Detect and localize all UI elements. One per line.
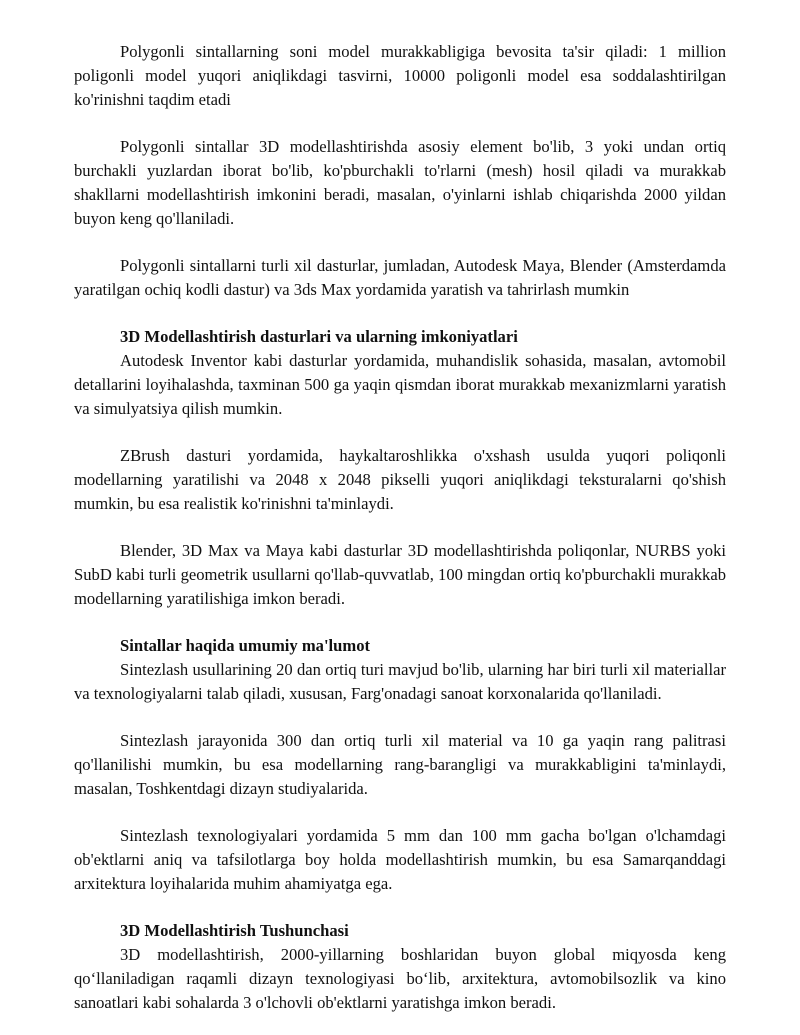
section-heading-synthesis: Sintallar haqida umumiy ma'lumot: [120, 636, 371, 655]
software-paragraph-3: Blender, 3D Max va Maya kabi dasturlar 3D modellashtirishda poliqonlar, NURBS yoki SubD kabi turli geometrik usullarni qo'llab-quvvatlab, 100 mingdan ortiq ko'pburchakli murakkab modellarning yaratilishiga imkon beradi.: [74, 541, 726, 608]
section-heading-concept: 3D Modellashtirish Tushunchasi: [120, 921, 349, 940]
synthesis-paragraph-3: Sintezlash texnologiyalari yordamida 5 mm dan 100 mm gacha bo'lgan o'lchamdagi ob'ektlarni aniq va tafsilotlarga boy holda modellashtirish mumkin, bu esa Samarqanddagi arxitektura loyihalarida muhim ahamiyatga ega.: [74, 826, 726, 893]
synthesis-paragraph-1: Sintezlash usullarining 20 dan ortiq turi mavjud bo'lib, ularning har biri turli xil materiallar va texnologiyalarni talab qiladi, xususan, Farg'onadagi sanoat korxonalarida qo'llaniladi.: [74, 660, 726, 703]
software-paragraph-2: ZBrush dasturi yordamida, haykaltaroshlikka o'xshash usulda yuqori poliqonli modellarning yaratilishi va 2048 x 2048 pikselli yuqori aniqlikdagi teksturalarni qo'shish mumkin, bu esa realistik ko'rinishni ta'minlaydi.: [74, 446, 726, 513]
document-page: [74, 40, 726, 1015]
software-paragraph-1: Autodesk Inventor kabi dasturlar yordamida, muhandislik sohasida, masalan, avtomobil detallarini loyihalashda, taxminan 500 ga yaqin qismdan iborat murakkab mexanizmlarni yaratish va simulyatsiya qilish mumkin.: [74, 351, 726, 418]
concept-paragraph-1: 3D modellashtirish, 2000-yillarning boshlaridan buyon global miqyosda keng qo‘llaniladigan raqamli dizayn texnologiyasi bo‘lib, arxitektura, avtomobilsozlik va kino sanoatlari kabi sohalarda 3 o'lchovli ob'ektlarni yaratishga imkon beradi.: [74, 945, 726, 1012]
intro-paragraph-1: Polygonli sintallarning soni model murakkabligiga bevosita ta'sir qiladi: 1 million poligonli model yuqori aniqlikdagi tasvirni, 10000 poligonli model esa soddalashtirilgan ko'rinishni taqdim etadi: [74, 42, 726, 109]
intro-paragraph-3: Polygonli sintallarni turli xil dasturlar, jumladan, Autodesk Maya, Blender (Amsterdamda yaratilgan ochiq kodli dastur) va 3ds Max yordamida yaratish va tahrirlash mumkin: [74, 256, 726, 299]
section-heading-software: 3D Modellashtirish dasturlari va ularning imkoniyatlari: [120, 327, 518, 346]
synthesis-paragraph-2: Sintezlash jarayonida 300 dan ortiq turli xil material va 10 ga yaqin rang palitrasi qo'llanilishi mumkin, bu esa modellarning rang-barangligi va murakkabligini ta'minlaydi, masalan, Toshkentdagi dizayn studiyalarida.: [74, 731, 726, 798]
intro-paragraph-2: Polygonli sintallar 3D modellashtirishda asosiy element bo'lib, 3 yoki undan ortiq burchakli yuzlardan iborat bo'lib, ko'pburchakli to'rlarni (mesh) hosil qiladi va murakkab shakllarni modellashtirish imkonini beradi, masalan, o'yinlarni ishlab chiqarishda 2000 yildan buyon keng qo'llaniladi.: [74, 137, 726, 228]
